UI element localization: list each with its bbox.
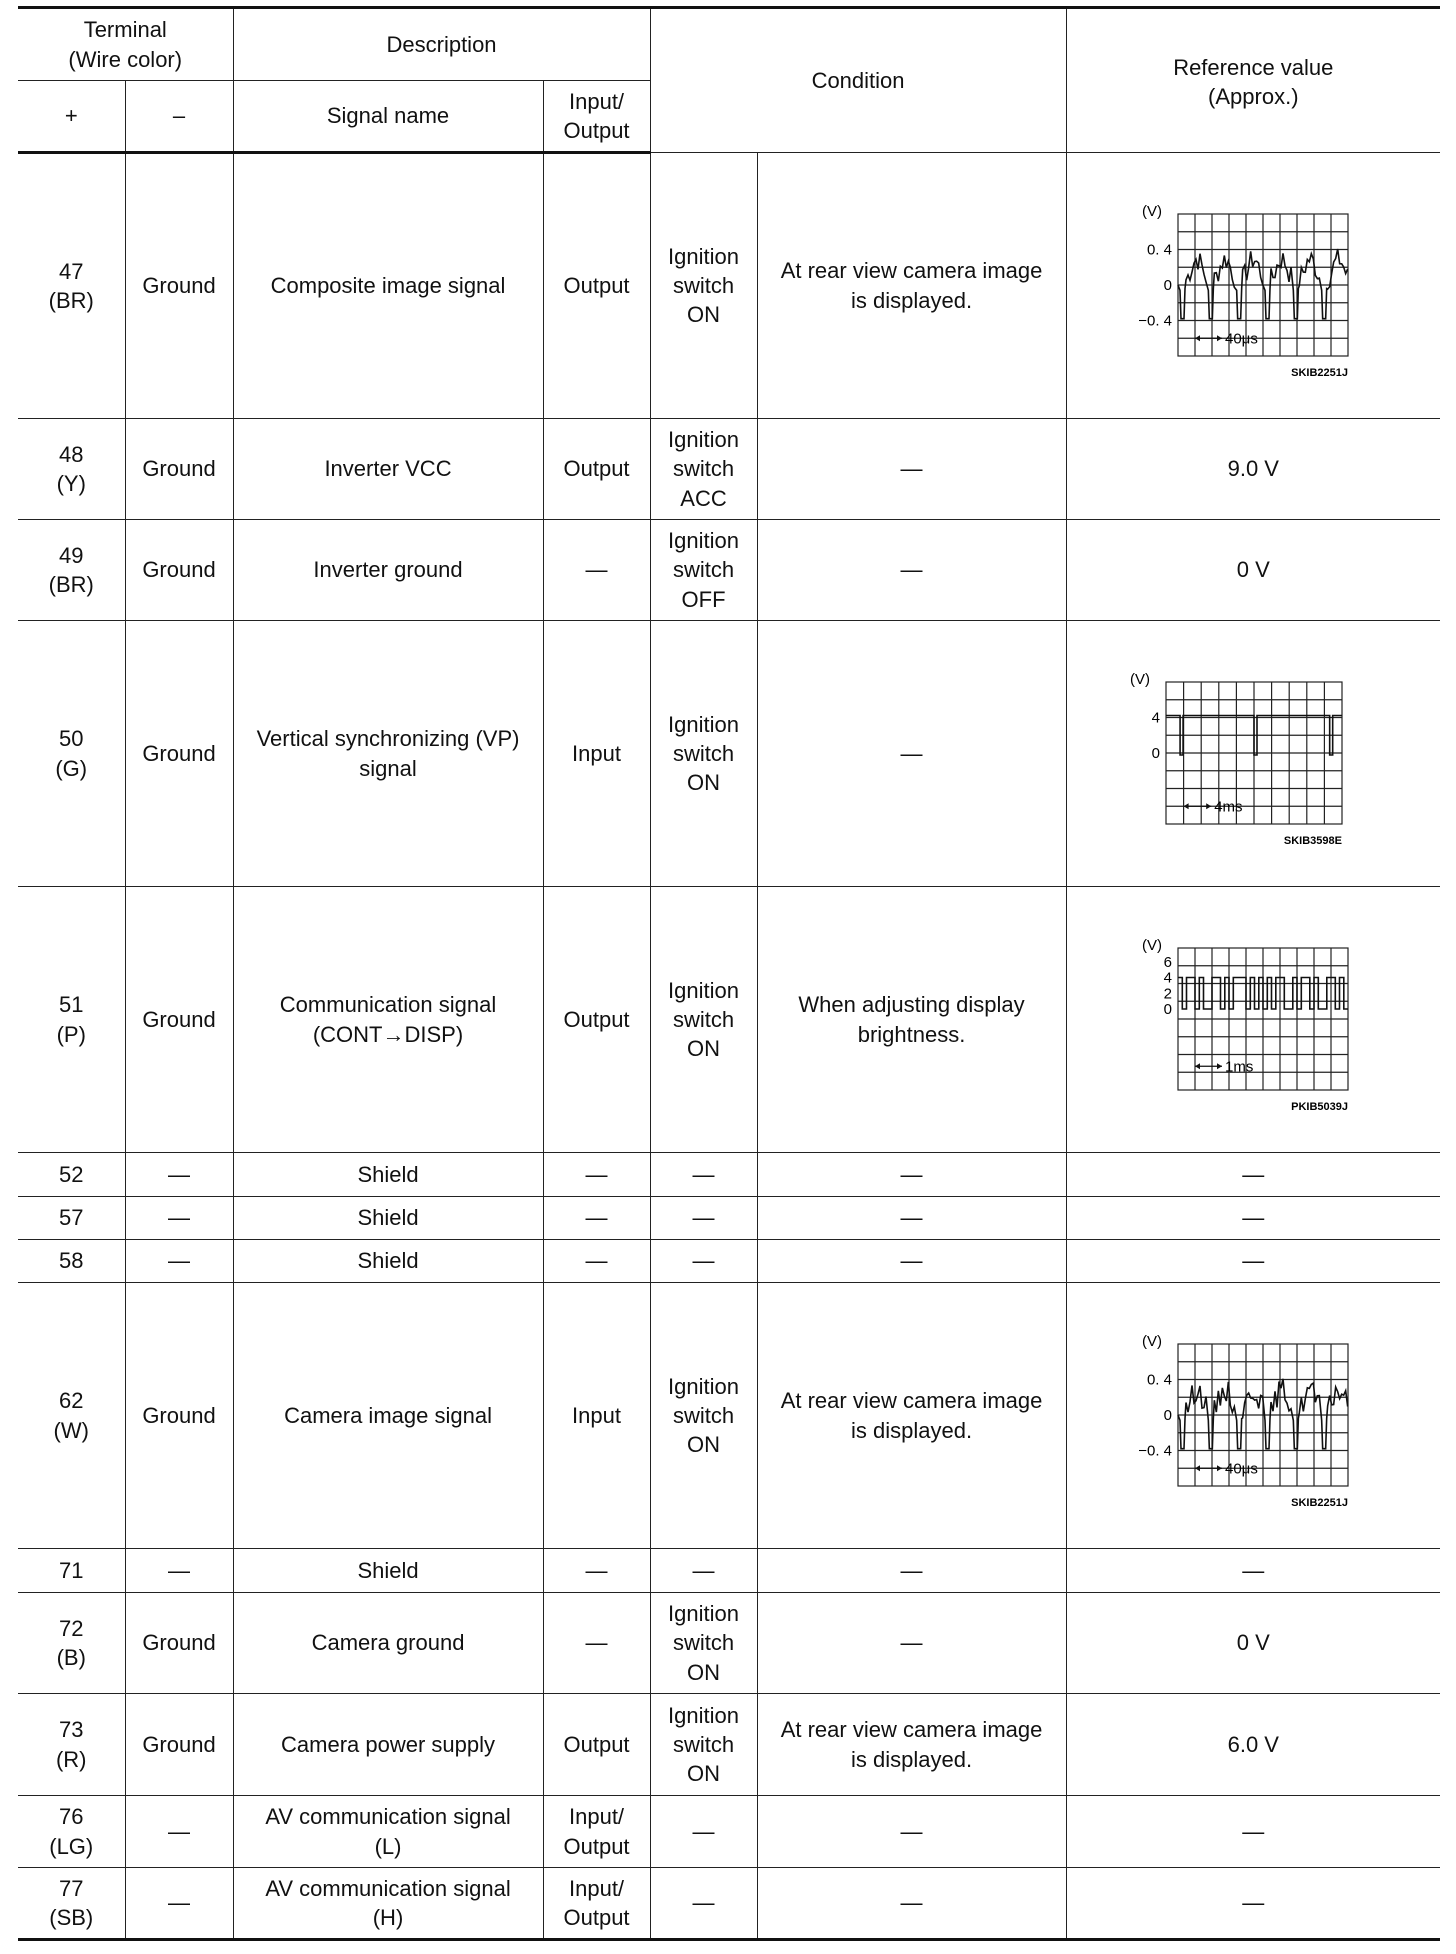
terminal-plus: 76 (LG) bbox=[18, 1796, 125, 1868]
header-plus: + bbox=[18, 81, 125, 153]
terminal-minus: — bbox=[125, 1153, 233, 1197]
condition-detail: — bbox=[757, 1796, 1066, 1868]
header-terminal: Terminal (Wire color) bbox=[18, 8, 233, 81]
table-row bbox=[18, 1796, 1440, 1868]
signal-name: Composite image signal bbox=[233, 153, 543, 419]
scope-unit-label: (V) bbox=[1130, 670, 1151, 688]
reference-value bbox=[1066, 1283, 1440, 1549]
signal-name: AV communication signal (L) bbox=[233, 1796, 543, 1868]
reference-value: — bbox=[1066, 1240, 1440, 1283]
input-output: — bbox=[543, 1240, 650, 1283]
signal-name: Shield bbox=[233, 1197, 543, 1240]
signal-name: Camera image signal bbox=[233, 1283, 543, 1549]
table-row bbox=[18, 1283, 1440, 1549]
signal-name: AV communication signal (H) bbox=[233, 1868, 543, 1940]
scope-y-tick: −0. 4 bbox=[1138, 1442, 1173, 1459]
terminal-plus: 57 bbox=[18, 1197, 125, 1240]
terminal-minus: Ground bbox=[125, 1694, 233, 1796]
scope-grid bbox=[1178, 1344, 1348, 1486]
condition-detail: — bbox=[757, 1197, 1066, 1240]
terminal-plus: 49 (BR) bbox=[18, 520, 125, 621]
reference-value: — bbox=[1066, 1868, 1440, 1940]
figure-caption: SKIB3598E bbox=[1284, 834, 1343, 847]
oscilloscope-waveform bbox=[1128, 920, 1378, 1120]
input-output: — bbox=[543, 1593, 650, 1694]
table-row bbox=[18, 1868, 1440, 1940]
oscilloscope-waveform bbox=[1128, 186, 1378, 386]
condition-switch: Ignition switch ON bbox=[650, 1694, 757, 1796]
header-minus: – bbox=[125, 81, 233, 153]
input-output: Input bbox=[543, 621, 650, 887]
scope-y-tick: 0 bbox=[1163, 1000, 1173, 1018]
condition-detail: — bbox=[757, 621, 1066, 887]
condition-switch: Ignition switch ACC bbox=[650, 419, 757, 520]
table-row bbox=[18, 1593, 1440, 1694]
condition-switch: — bbox=[650, 1197, 757, 1240]
figure-caption: PKIB5039J bbox=[1291, 1100, 1349, 1113]
condition-detail: At rear view camera image is displayed. bbox=[757, 1694, 1066, 1796]
table-row bbox=[18, 1549, 1440, 1593]
table-row bbox=[18, 1240, 1440, 1283]
terminal-plus: 51 (P) bbox=[18, 887, 125, 1153]
condition-detail: — bbox=[757, 1868, 1066, 1940]
terminal-minus: — bbox=[125, 1549, 233, 1593]
terminal-minus: Ground bbox=[125, 887, 233, 1153]
condition-switch: Ignition switch ON bbox=[650, 621, 757, 887]
terminal-plus: 58 bbox=[18, 1240, 125, 1283]
terminal-plus: 77 (SB) bbox=[18, 1868, 125, 1940]
table-row bbox=[18, 1153, 1440, 1197]
scope-y-tick: −0. 4 bbox=[1138, 312, 1173, 329]
terminal-plus: 71 bbox=[18, 1549, 125, 1593]
signal-name: Camera ground bbox=[233, 1593, 543, 1694]
reference-value: — bbox=[1066, 1549, 1440, 1593]
terminal-plus: 52 bbox=[18, 1153, 125, 1197]
terminal-minus: — bbox=[125, 1240, 233, 1283]
condition-detail: — bbox=[757, 419, 1066, 520]
oscilloscope-waveform bbox=[1128, 654, 1378, 854]
signal-name: Vertical synchronizing (VP) signal bbox=[233, 621, 543, 887]
condition-switch: Ignition switch ON bbox=[650, 887, 757, 1153]
reference-value: 0 V bbox=[1066, 520, 1440, 621]
signal-name: Shield bbox=[233, 1549, 543, 1593]
scope-grid bbox=[1178, 948, 1348, 1090]
reference-value: 6.0 V bbox=[1066, 1694, 1440, 1796]
condition-switch: — bbox=[650, 1240, 757, 1283]
terminal-plus: 47 (BR) bbox=[18, 153, 125, 419]
signal-name: Inverter ground bbox=[233, 520, 543, 621]
table-row bbox=[18, 419, 1440, 520]
condition-switch: — bbox=[650, 1868, 757, 1940]
scope-unit-label: (V) bbox=[1142, 1332, 1163, 1350]
terminal-minus: Ground bbox=[125, 520, 233, 621]
header-input-output: Input/ Output bbox=[543, 81, 650, 153]
reference-value bbox=[1066, 887, 1440, 1153]
scope-unit-label: (V) bbox=[1142, 202, 1163, 220]
input-output: Input/ Output bbox=[543, 1796, 650, 1868]
table-row bbox=[18, 153, 1440, 419]
scope-y-tick: 4 bbox=[1163, 969, 1173, 986]
input-output: Output bbox=[543, 153, 650, 419]
signal-name: Communication signal (CONT→DISP) bbox=[233, 887, 543, 1153]
scope-time-label: 4ms bbox=[1214, 797, 1243, 815]
scope-y-tick: 2 bbox=[1163, 984, 1173, 1002]
reference-value: 9.0 V bbox=[1066, 419, 1440, 520]
signal-name: Inverter VCC bbox=[233, 419, 543, 520]
condition-detail: — bbox=[757, 1549, 1066, 1593]
scope-time-label: 40μs bbox=[1225, 1459, 1259, 1477]
table-row bbox=[18, 887, 1440, 1153]
signal-name: Shield bbox=[233, 1153, 543, 1197]
condition-detail: — bbox=[757, 1593, 1066, 1694]
condition-detail: At rear view camera image is displayed. bbox=[757, 153, 1066, 419]
terminal-minus: — bbox=[125, 1197, 233, 1240]
scope-trace bbox=[1178, 977, 1348, 1009]
scope-y-tick: 0 bbox=[1163, 276, 1173, 294]
condition-switch: — bbox=[650, 1796, 757, 1868]
table-row bbox=[18, 1694, 1440, 1796]
input-output: Output bbox=[543, 887, 650, 1153]
condition-switch: Ignition switch ON bbox=[650, 153, 757, 419]
table-row bbox=[18, 520, 1440, 621]
input-output: Input bbox=[543, 1283, 650, 1549]
terminal-plus: 48 (Y) bbox=[18, 419, 125, 520]
terminal-plus: 50 (G) bbox=[18, 621, 125, 887]
condition-detail: — bbox=[757, 1153, 1066, 1197]
condition-detail: — bbox=[757, 1240, 1066, 1283]
terminal-plus: 73 (R) bbox=[18, 1694, 125, 1796]
scope-y-tick: 0 bbox=[1163, 1406, 1173, 1424]
terminal-minus: — bbox=[125, 1868, 233, 1940]
input-output: — bbox=[543, 1549, 650, 1593]
terminal-spec-sheet bbox=[18, 6, 1440, 1941]
reference-value bbox=[1066, 621, 1440, 887]
signal-name: Camera power supply bbox=[233, 1694, 543, 1796]
oscilloscope-waveform bbox=[1128, 1316, 1378, 1516]
input-output: Output bbox=[543, 1694, 650, 1796]
input-output: — bbox=[543, 1197, 650, 1240]
scope-y-tick: 0. 4 bbox=[1147, 1371, 1173, 1388]
condition-detail: At rear view camera image is displayed. bbox=[757, 1283, 1066, 1549]
input-output: Output bbox=[543, 419, 650, 520]
condition-switch: Ignition switch OFF bbox=[650, 520, 757, 621]
terminal-minus: Ground bbox=[125, 153, 233, 419]
table-row bbox=[18, 1197, 1440, 1240]
input-output: — bbox=[543, 520, 650, 621]
scope-y-tick: 6 bbox=[1163, 953, 1173, 971]
condition-switch: — bbox=[650, 1549, 757, 1593]
header-reference: Reference value (Approx.) bbox=[1066, 8, 1440, 153]
input-output: Input/ Output bbox=[543, 1868, 650, 1940]
condition-detail: When adjusting display brightness. bbox=[757, 887, 1066, 1153]
terminal-minus: Ground bbox=[125, 1283, 233, 1549]
terminal-table bbox=[18, 6, 1440, 1941]
header-description: Description bbox=[233, 8, 650, 81]
terminal-minus: Ground bbox=[125, 419, 233, 520]
reference-value: 0 V bbox=[1066, 1593, 1440, 1694]
terminal-minus: — bbox=[125, 1796, 233, 1868]
terminal-minus: Ground bbox=[125, 621, 233, 887]
terminal-plus: 62 (W) bbox=[18, 1283, 125, 1549]
reference-value bbox=[1066, 153, 1440, 419]
reference-value: — bbox=[1066, 1153, 1440, 1197]
scope-y-tick: 4 bbox=[1151, 709, 1161, 726]
terminal-plus: 72 (B) bbox=[18, 1593, 125, 1694]
table-row bbox=[18, 621, 1440, 887]
header-signal-name: Signal name bbox=[233, 81, 543, 153]
input-output: — bbox=[543, 1153, 650, 1197]
scope-y-tick: 0 bbox=[1151, 744, 1161, 762]
scope-time-label: 1ms bbox=[1225, 1057, 1254, 1075]
condition-detail: — bbox=[757, 520, 1066, 621]
scope-unit-label: (V) bbox=[1142, 936, 1163, 954]
header-condition: Condition bbox=[650, 8, 1066, 153]
condition-switch: Ignition switch ON bbox=[650, 1283, 757, 1549]
signal-name: Shield bbox=[233, 1240, 543, 1283]
terminal-minus: Ground bbox=[125, 1593, 233, 1694]
condition-switch: Ignition switch ON bbox=[650, 1593, 757, 1694]
reference-value: — bbox=[1066, 1796, 1440, 1868]
scope-y-tick: 0. 4 bbox=[1147, 241, 1173, 258]
figure-caption: SKIB2251J bbox=[1291, 1496, 1349, 1509]
figure-caption: SKIB2251J bbox=[1291, 366, 1349, 379]
reference-value: — bbox=[1066, 1197, 1440, 1240]
condition-switch: — bbox=[650, 1153, 757, 1197]
scope-time-label: 40μs bbox=[1225, 329, 1259, 347]
